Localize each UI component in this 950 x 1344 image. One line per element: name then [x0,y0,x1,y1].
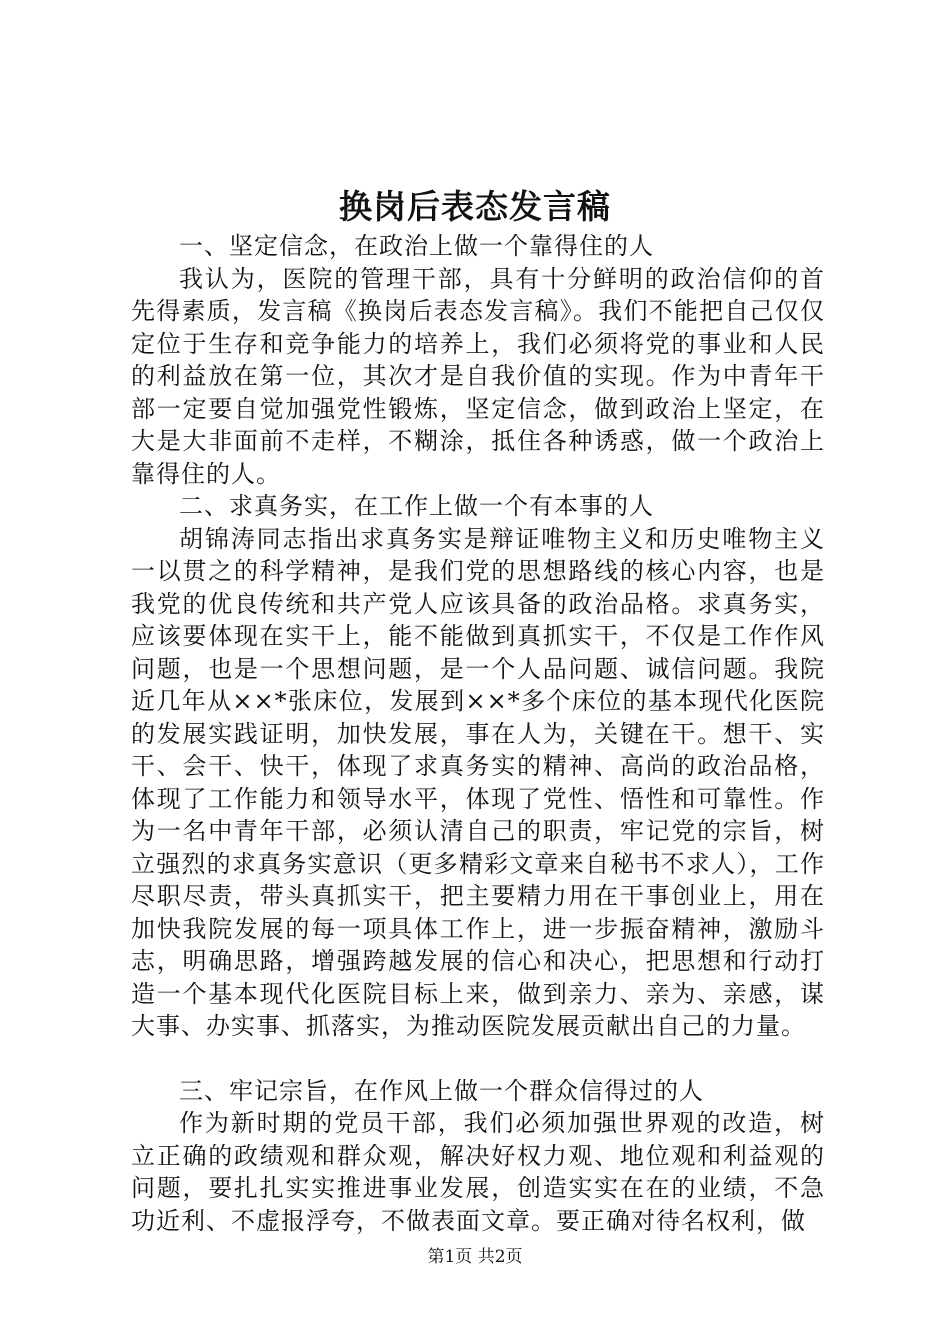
section-heading-2: 二、求真务实，在工作上做一个有本事的人 [179,492,654,520]
section-heading-3: 三、牢记宗旨，在作风上做一个群众信得过的人 [179,1076,704,1105]
document-title: 换岗后表态发言稿 [339,187,611,226]
body-paragraph-3: 作为新时期的党员干部，我们必须加强世界观的改造，树立正确的政绩观和群众观，解决好权力观、地位观和利益观的问题，要扎扎实实推进事业发展，创造实实在在的业绩，不急功近利、不虚报浮夸，不做表面文章。要正确对待名权利，做 [131,1109,825,1235]
section-heading-1: 一、坚定信念，在政治上做一个靠得住的人 [179,232,654,260]
body-paragraph-2: 胡锦涛同志指出求真务实是辩证唯物主义和历史唯物主义一以贯之的科学精神，是我们党的思想路线的核心内容，也是我党的优良传统和共产党人应该具备的政治品格。求真务实，应该要体现在实干上，能不能做到真抓实干，不仅是工作作风问题，也是一个思想问题，是一个人品问题、诚信问题。我院近几年从××*张床位，发展到××*多个床位的基本现代化医院的发展实践证明，加快发展，事在人为，关键在干。想干、实干、会干、快干，体现了求真务实的精神、高尚的政治品格，体现了工作能力和领导水平，体现了党性、悟性和可靠性。作为一名中青年干部，必须认清自己的职责，牢记党的宗旨，树立强烈的求真务实意识（更多精彩文章来自秘书不求人），工作尽职尽责，带头真抓实干，把主要精力用在干事创业上，用在加快我院发展的每一项具体工作上，进一步振奋精神，激励斗志，明确思路，增强跨越发展的信心和决心，把思想和行动打造一个基本现代化医院目标上来，做到亲力、亲为、亲感，谋大事、办实事、抓落实，为推动医院发展贡献出自己的力量。 [131,524,825,1040]
body-paragraph-1: 我认为，医院的管理干部，具有十分鲜明的政治信仰的首先得素质，发言稿《换岗后表态发言稿》。我们不能把自己仅仅定位于生存和竞争能力的培养上，我们必须将党的事业和人民的利益放在第一位，其次才是自我价值的实现。作为中青年干部一定要自觉加强党性锻炼，坚定信念，做到政治上坚定，在大是大非面前不走样，不糊涂，抵住各种诱惑，做一个政治上靠得住的人。 [131,264,825,488]
document-body [131,230,825,1237]
page-number-footer: 第1页 共2页 [427,1247,523,1267]
